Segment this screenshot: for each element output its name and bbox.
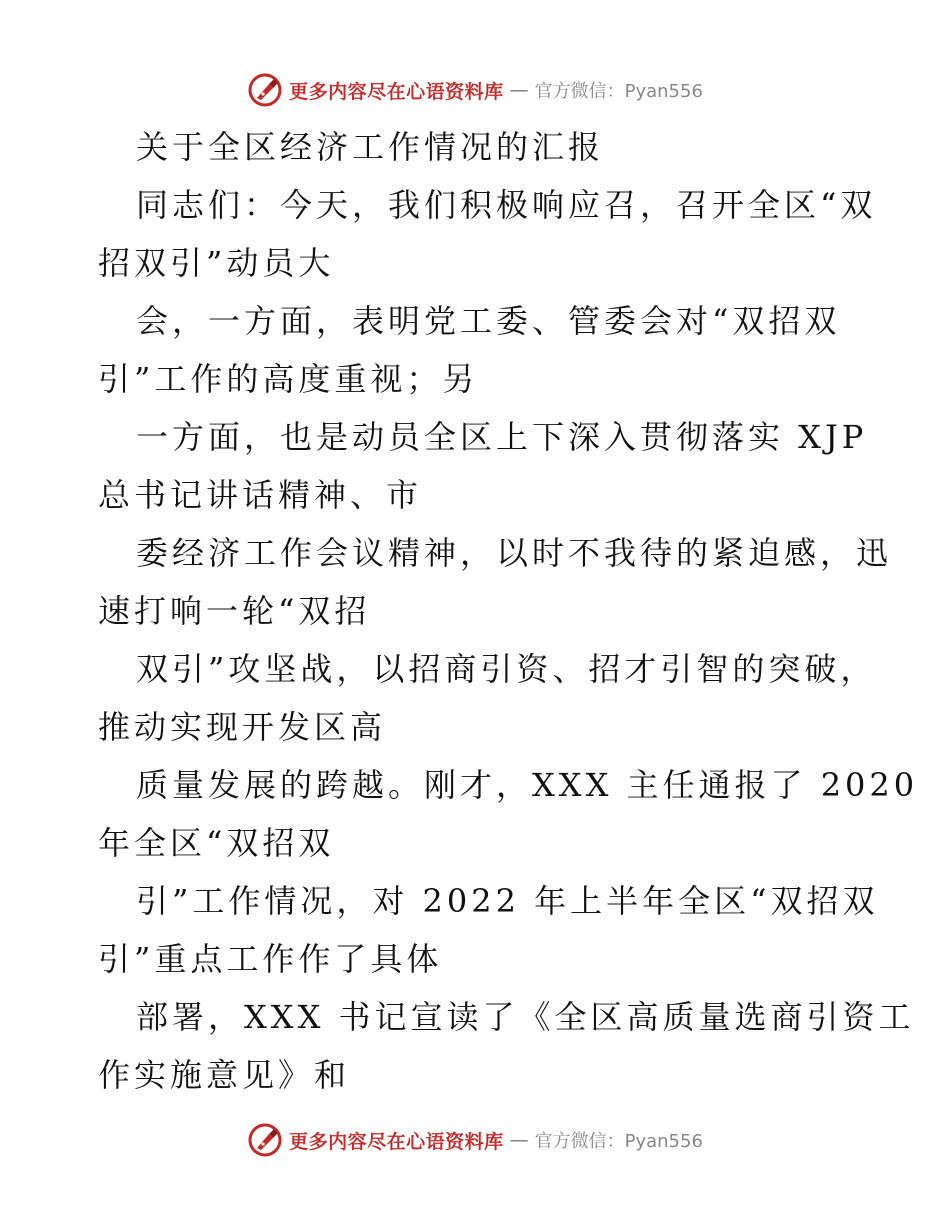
paragraph-line: 双引”攻坚战，以招商引资、招才引智的突破， [136, 650, 877, 688]
document-body [98, 125, 919, 1111]
paragraph-line: 总书记讲话精神、市 [98, 476, 423, 514]
paragraph-line: 速打响一轮“双招 [98, 592, 371, 630]
watermark-wechat: 官方微信：Pyan556 [534, 81, 703, 102]
watermark-wechat: 官方微信：Pyan556 [534, 1131, 703, 1152]
paragraph-line: 引”重点工作作了具体 [98, 940, 443, 978]
paragraph-line: 招双引”动员大 [98, 244, 335, 282]
paragraph-line: 委经济工作会议精神，以时不我待的紧迫感，迅 [136, 534, 893, 572]
paragraph-line: 年全区“双招双 [98, 824, 335, 862]
paragraph-line: 同志们：今天，我们积极响应召，召开全区“双 [136, 186, 877, 224]
footer-watermark [0, 1122, 950, 1158]
watermark-separator: — [509, 1129, 529, 1151]
paragraph-line: 一方面，也是动员全区上下深入贯彻落实 XJP [136, 418, 868, 456]
watermark-brand: 更多内容尽在心语资料库 [289, 1130, 504, 1153]
paragraph-line: 引”工作情况，对 2022 年上半年全区“双招双 [136, 882, 879, 920]
document-title: 关于全区经济工作情况的汇报 [136, 128, 605, 166]
pen-nib-logo-icon [247, 1122, 283, 1158]
pen-nib-logo-icon [247, 72, 283, 108]
paragraph-line: 作实施意见》和 [98, 1056, 351, 1094]
paragraph-line: 会，一方面，表明党工委、管委会对“双招双 [136, 302, 841, 340]
paragraph-line: 部署，XXX 书记宣读了《全区高质量选商引资工 [136, 998, 915, 1036]
watermark-brand: 更多内容尽在心语资料库 [289, 80, 504, 103]
paragraph-line: 引”工作的高度重视；另 [98, 360, 479, 398]
paragraph-line: 推动实现开发区高 [98, 708, 387, 746]
watermark-separator: — [509, 79, 529, 101]
paragraph-line: 质量发展的跨越。刚才，XXX 主任通报了 2020 [136, 766, 919, 804]
header-watermark [0, 72, 950, 108]
